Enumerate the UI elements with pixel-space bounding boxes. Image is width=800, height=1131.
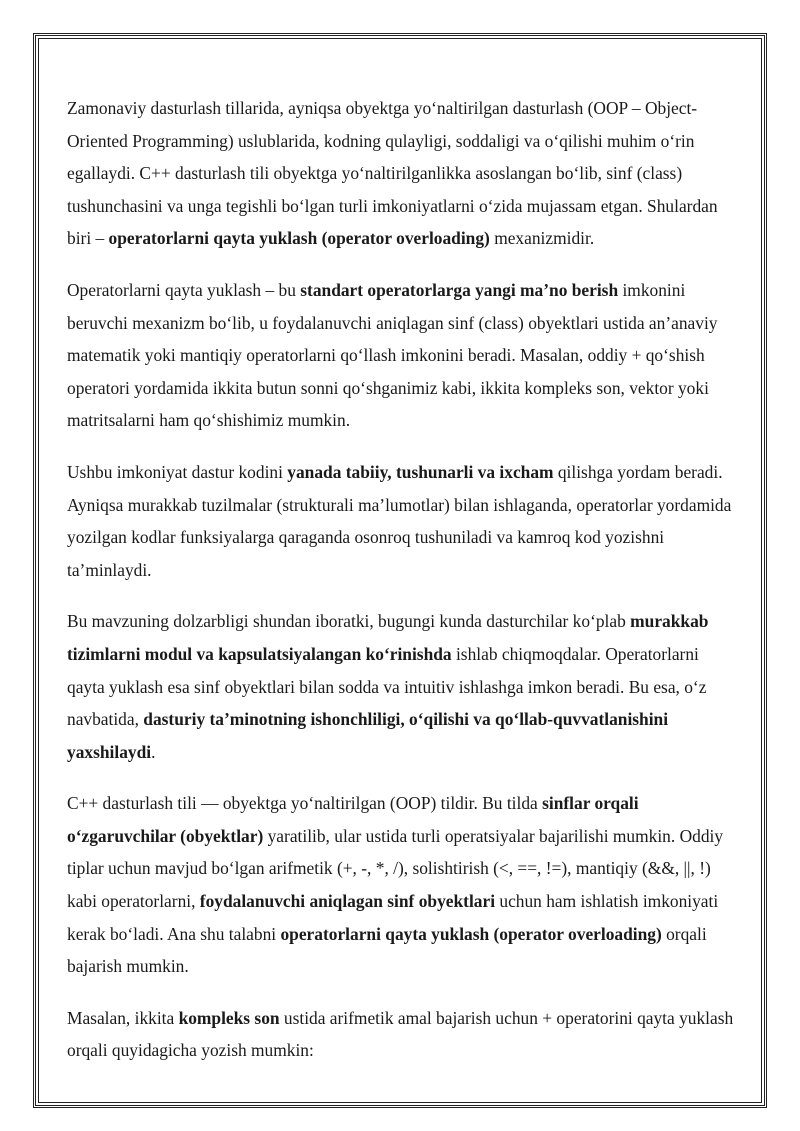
text-run: Masalan, ikkita (67, 1007, 179, 1028)
paragraph-relevance (67, 605, 737, 768)
text-run: uchun ham ishlatish imkoniyati kerak bo‘ladi. Ana shu talabni (67, 891, 719, 944)
bold-text-run: foydalanuvchi aniqlagan sinf obyektlari (199, 891, 496, 912)
text-run: . (151, 741, 156, 762)
bold-text-run: standart operatorlarga yangi ma’no berish (300, 279, 619, 300)
bold-text-run: murakkab tizimlarni modul va kapsulatsiyalangan ko‘rinishda (67, 611, 709, 664)
bold-text-run: dasturiy ta’minotning ishonchliligi, o‘qilishi va qo‘llab-quvvatlanishini yaxshilaydi (67, 709, 669, 762)
paragraph-benefits (67, 456, 737, 586)
text-run: Zamonaviy dasturlash tillarida, ayniqsa obyektga yo‘naltirilgan dasturlash (OOP – Object-Oriented Programming) uslublarida, kodning qulayligi, soddaligi va o‘qilishi muhim o‘rin egallaydi. C++ dasturlash tili obyektga yo‘naltirilganlikka asoslangan bo‘lib, sinf (class) tushunchasini va unga tegishli bo‘lgan turli imkoniyatlarni o‘zida mujassam etgan. Shulardan biri – (67, 98, 718, 249)
text-run: Ushbu imkoniyat dastur kodini (67, 461, 288, 482)
paragraph-example-intro (67, 1002, 737, 1067)
text-run: mexanizmidir. (489, 228, 595, 249)
text-run: Operatorlarni qayta yuklash – bu (67, 279, 301, 300)
text-run: orqali bajarish mumkin. (67, 923, 707, 977)
text-run: yaratilib, ular ustida turli operatsiyalar bajarilishi mumkin. Oddiy tiplar uchun mavjud bo‘lgan arifmetik (+, -, *, /), solishtirish (<, ==, !=), mantiqiy (&&, ||, !) kabi operatorlarni, (67, 825, 724, 912)
text-run: C++ dasturlash tili — obyektga yo‘naltirilgan (OOP) tildir. Bu tilda (67, 793, 543, 814)
document-body (67, 92, 737, 1086)
bold-text-run: kompleks son (178, 1007, 280, 1028)
text-run: ustida arifmetik amal bajarish uchun + operatorini qayta yuklash orqali quyidagicha yozish mumkin: (67, 1007, 734, 1061)
bold-text-run: operatorlarni qayta yuklash (operator overloading) (108, 228, 490, 249)
paragraph-introduction (67, 92, 737, 255)
text-run: imkonini beruvchi mexanizm bo‘lib, u foydalanuvchi aniqlagan sinf (class) obyektlari ustida an’anaviy matematik yoki mantiqiy operatorlarni qo‘llash imkonini beradi. Masalan, oddiy + qo‘shish operatori yordamida ikkita butun sonni qo‘shganimiz kabi, ikkita kompleks son, vektor yoki matritsalarni ham qo‘shishimiz mumkin. (67, 279, 718, 431)
paragraph-definition (67, 274, 737, 437)
text-run: ishlab chiqmoqdalar. Operatorlarni qayta yuklash esa sinf obyektlari bilan sodda va intuitiv ishlashga imkon beradi. Bu esa, o‘z navbatida, (67, 643, 707, 730)
bold-text-run: yanada tabiiy, tushunarli va ixcham (287, 461, 554, 482)
bold-text-run: sinflar orqali o‘zgaruvchilar (obyektlar) (67, 793, 639, 846)
paragraph-cpp-oop (67, 787, 737, 983)
text-run: qilishga yordam beradi. Ayniqsa murakkab tuzilmalar (strukturali ma’lumotlar) bilan ishlaganda, operatorlar yordamida yozilgan kodlar funksiyalarga qaraganda osonroq tushuniladi va kamroq kod yozishni ta’minlaydi. (67, 461, 732, 580)
bold-text-run: operatorlarni qayta yuklash (operator overloading) (280, 923, 662, 944)
text-run: Bu mavzuning dolzarbligi shundan iboratki, bugungi kunda dasturchilar ko‘plab (67, 611, 631, 632)
